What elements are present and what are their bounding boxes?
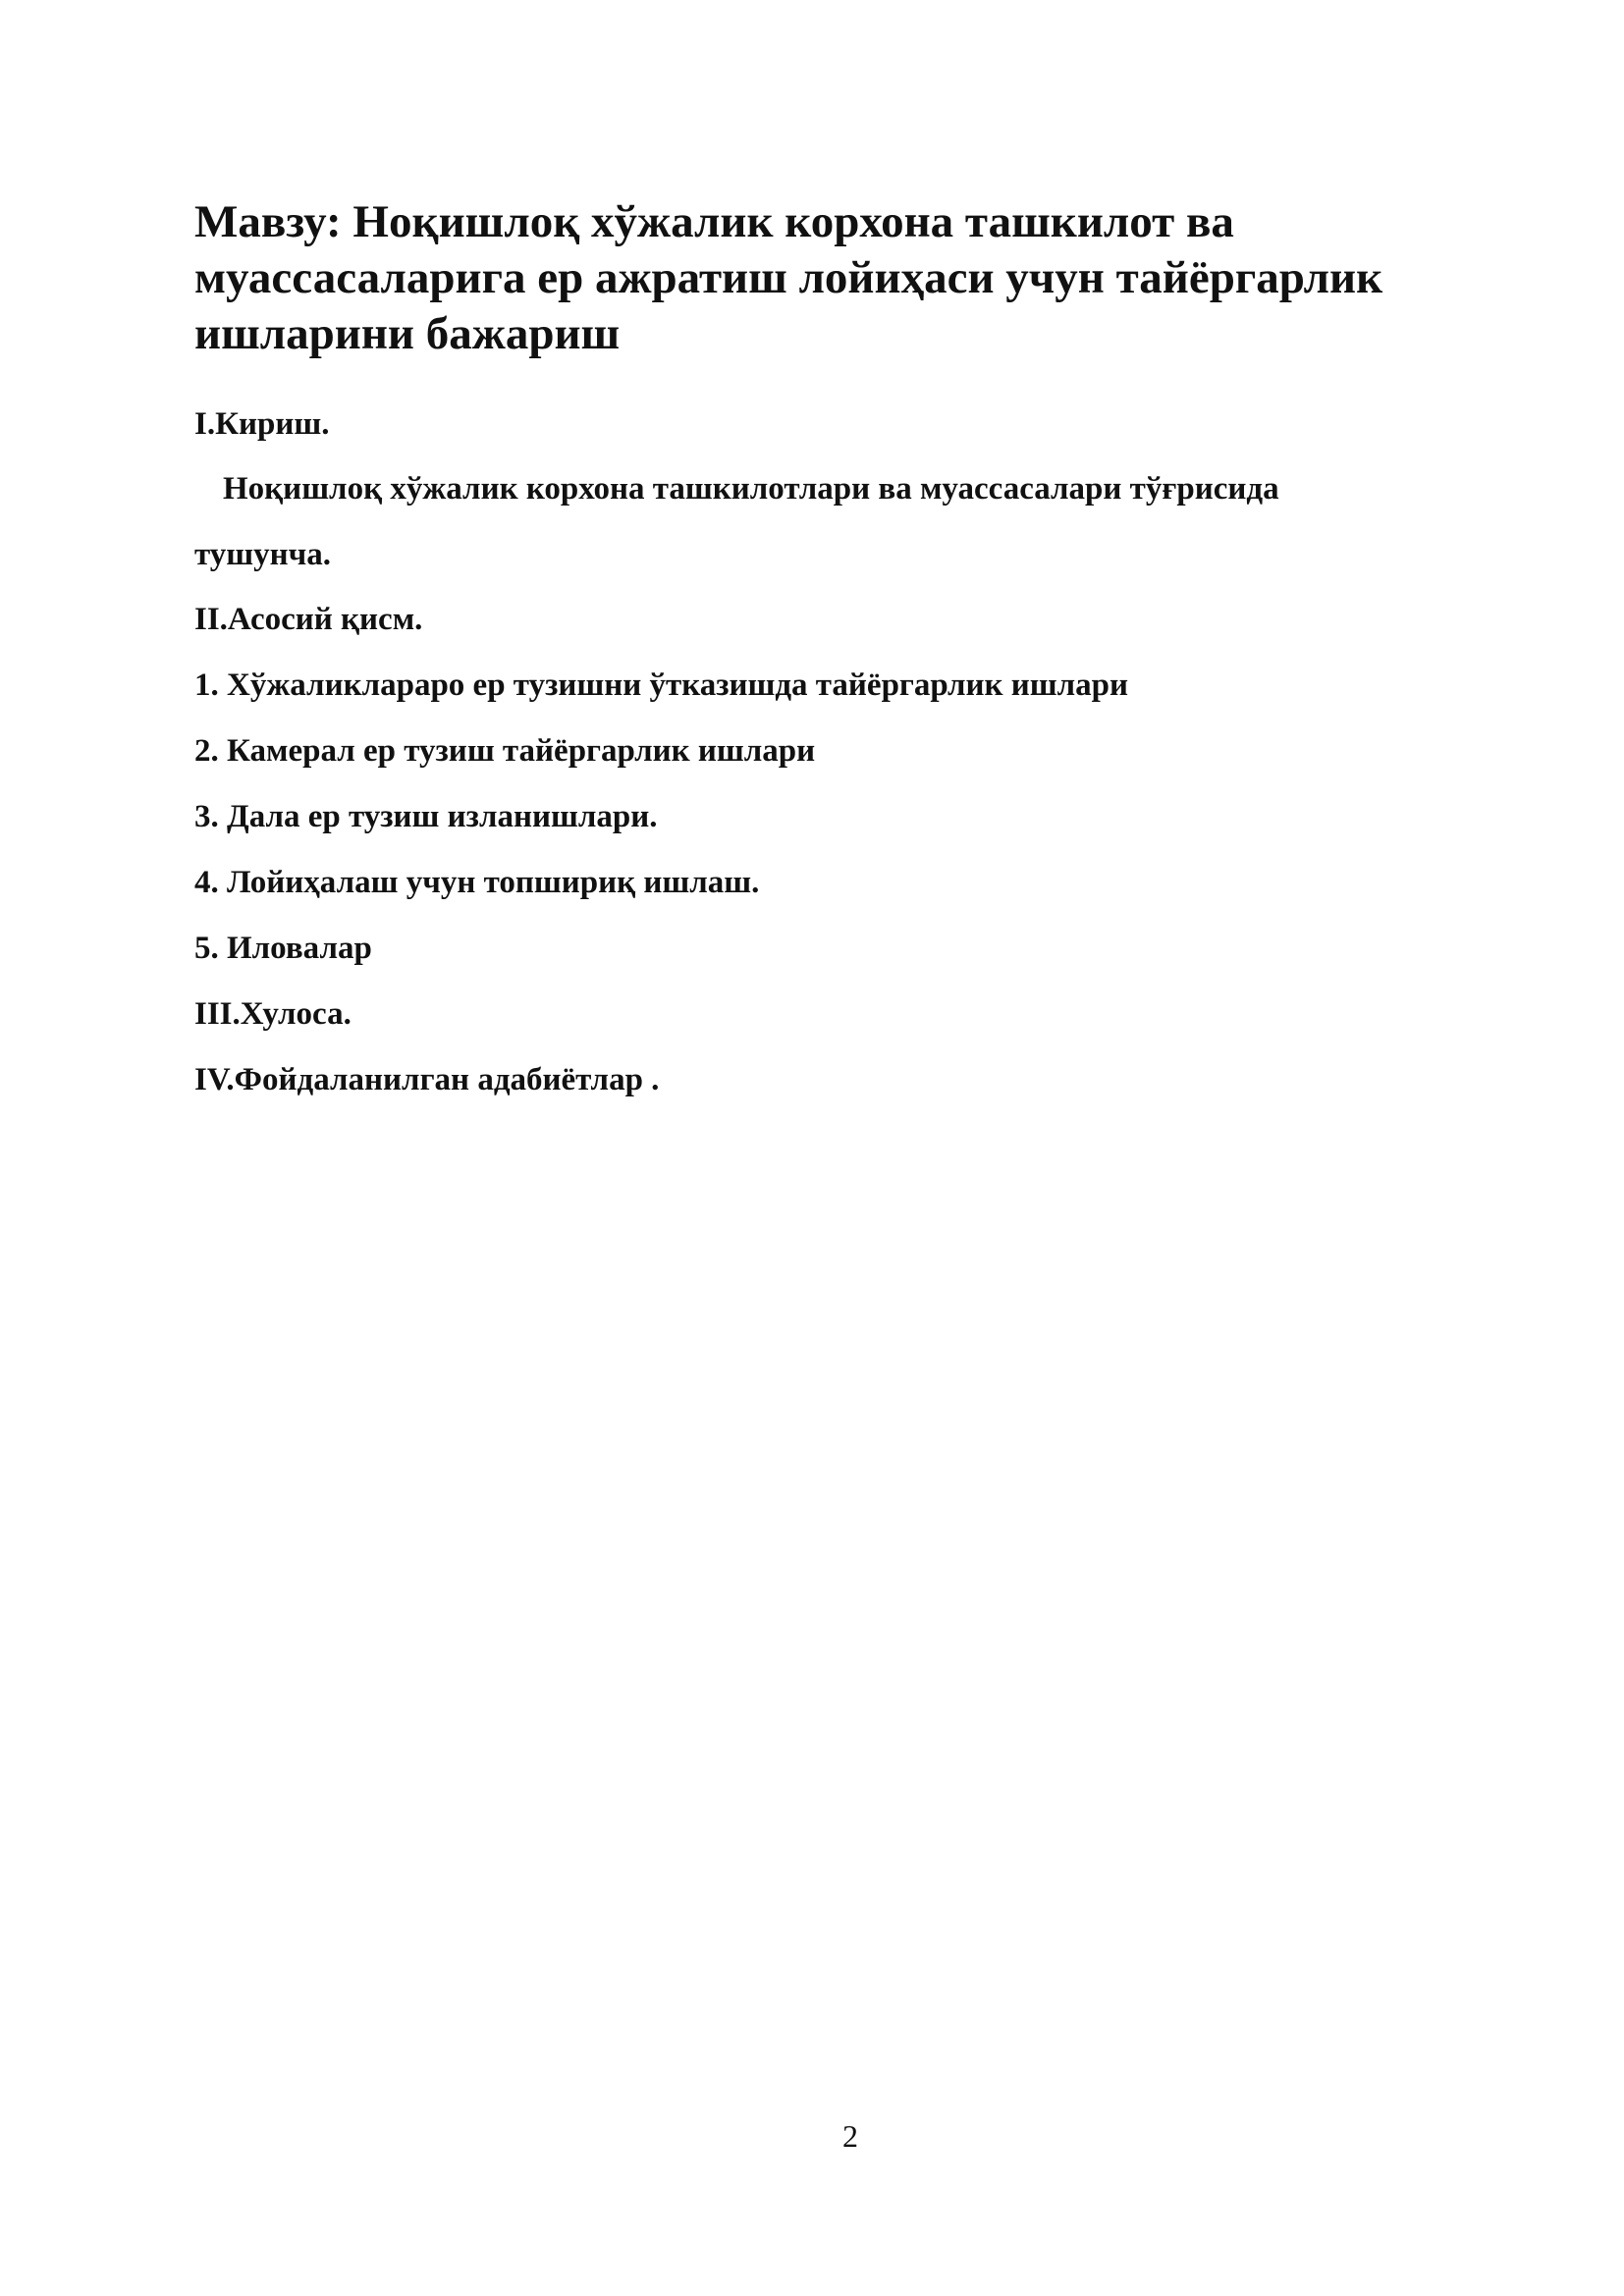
intro-heading: I.Кириш. — [194, 406, 330, 442]
list-item: 4. Лойиҳалаш учун топшириқ ишлаш. — [194, 865, 760, 900]
list-item: 2. Камерал ер тузиш тайёргарлик ишлари — [194, 733, 816, 769]
list-item: 5. Иловалар — [194, 931, 372, 966]
intro-text-line-2: тушунча. — [194, 537, 332, 572]
title-line-3: ишларини бажариш — [194, 308, 621, 359]
list-item: 1. Хўжаликлараро ер тузишни ўтказишда тайёргарлик ишлари — [194, 667, 1128, 703]
title-line-2: муассасаларига ер ажратиш лойиҳаси учун тайёргарлик — [194, 252, 1383, 303]
references-heading: IV.Фойдаланилган адабиётлар . — [194, 1062, 660, 1097]
page-number: 2 — [842, 2118, 858, 2154]
list-item: 3. Дала ер тузиш изланишлари. — [194, 799, 658, 834]
intro-text-line-1: Ноқишлоқ хўжалик корхона ташкилотлари ва муассасалари тўғрисида — [223, 471, 1279, 507]
main-heading: II.Асосий қисм. — [194, 602, 423, 637]
page-title — [194, 194, 1510, 362]
title-line-1: Мавзу: Ноқишлоқ хўжалик корхона ташкилот ва — [194, 196, 1234, 247]
conclusion-heading: III.Хулоса. — [194, 996, 352, 1032]
